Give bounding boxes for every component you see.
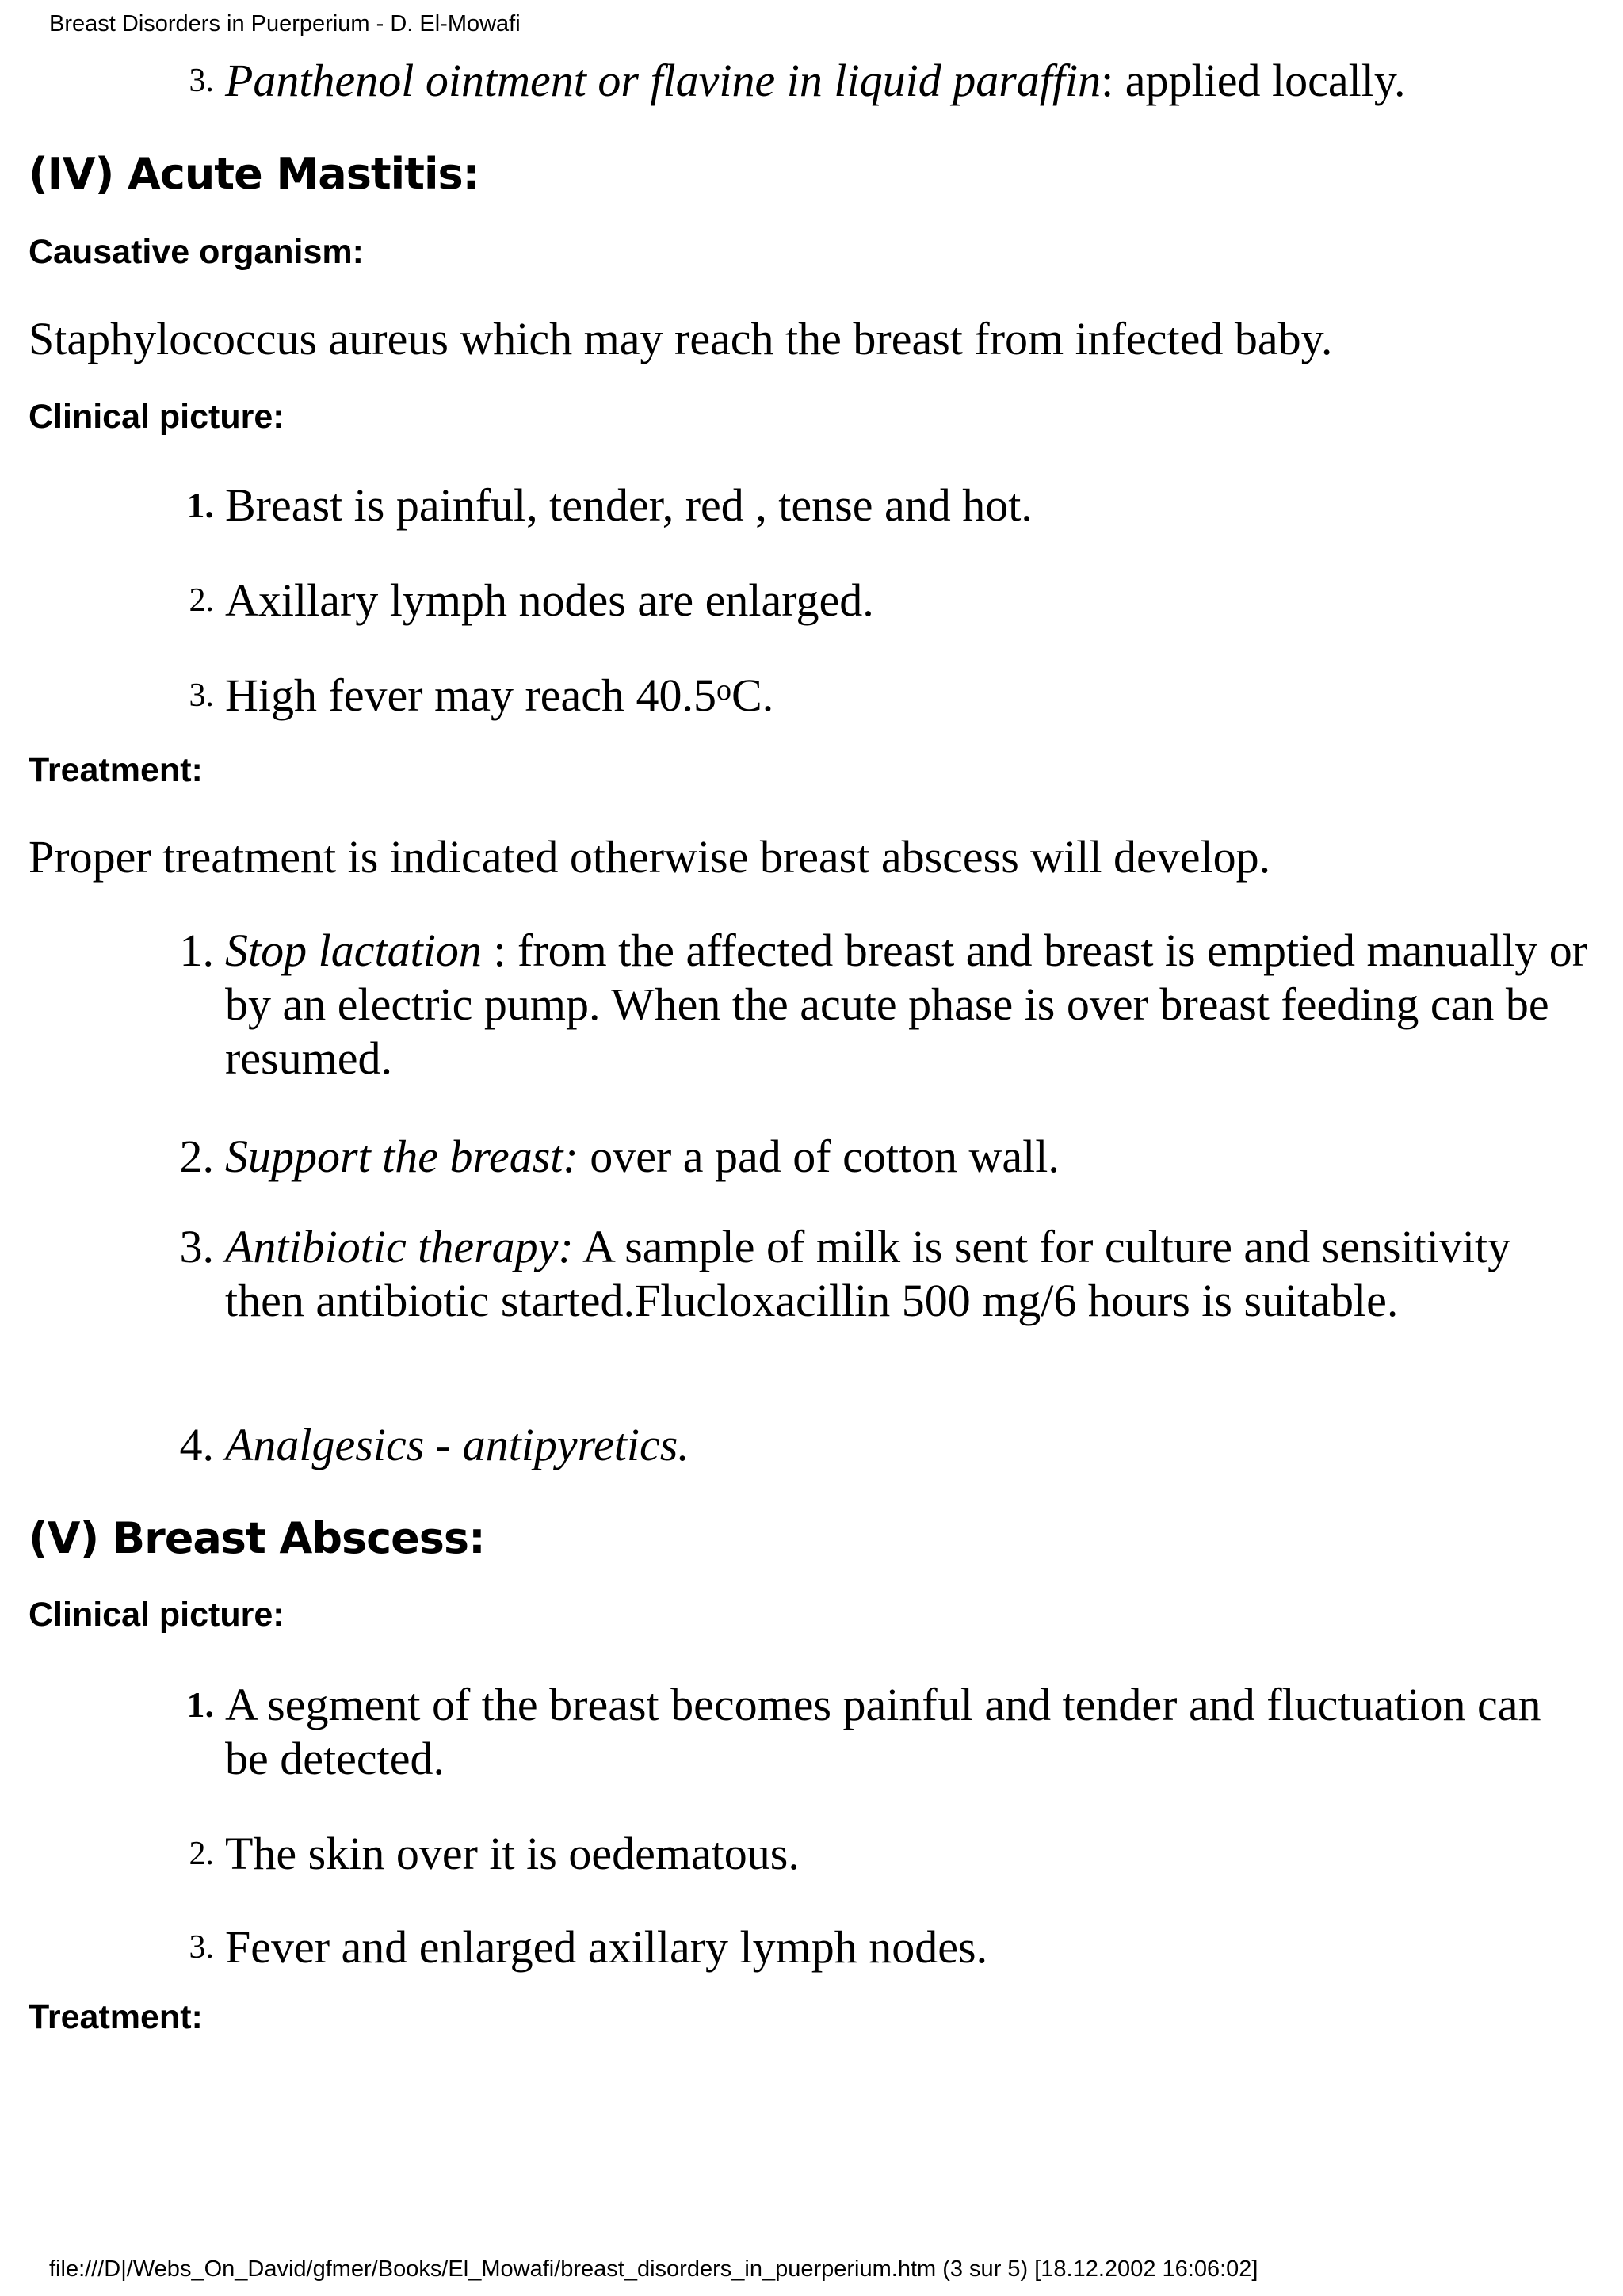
list-item-text: A sample of milk is sent for culture and sensitivity then antibiotic started.Flucloxacillin 500 mg/6 hours is suitable. bbox=[225, 1221, 1511, 1326]
list-number: 2. bbox=[179, 1131, 214, 1182]
list-item-text: A segment of the breast becomes painful and tender and fluctuation can be detected. bbox=[225, 1679, 1541, 1784]
subheading-treatment: Treatment: bbox=[29, 751, 203, 789]
list-item-text: over a pad of cotton wall. bbox=[578, 1131, 1060, 1182]
list-item-text: Fever and enlarged axillary lymph nodes. bbox=[225, 1921, 988, 1973]
section-heading-acute-mastitis: (IV) Acute Mastitis: bbox=[29, 149, 479, 199]
list-item bbox=[189, 669, 1588, 723]
section-heading-breast-abscess: (V) Breast Abscess: bbox=[29, 1513, 485, 1563]
paragraph-treatment-intro: Proper treatment is indicated otherwise breast abscess will develop. bbox=[29, 831, 1271, 883]
list-number: 3. bbox=[189, 1929, 214, 1966]
degree-superscript: o bbox=[716, 673, 732, 707]
list-number: 1. bbox=[179, 925, 214, 976]
list-number: 2. bbox=[189, 1836, 214, 1872]
list-item bbox=[179, 1418, 1588, 1472]
list-item-text: Breast is painful, tender, red , tense and hot. bbox=[225, 479, 1033, 531]
list-item-text: Axillary lymph nodes are enlarged. bbox=[225, 574, 874, 626]
list-number: 3. bbox=[189, 677, 214, 714]
list-number: 4. bbox=[179, 1419, 214, 1470]
list-item-emphasis: Support the breast: bbox=[225, 1131, 579, 1182]
subheading-clinical-picture: Clinical picture: bbox=[29, 398, 285, 436]
list-item bbox=[186, 1678, 1588, 1786]
running-header: Breast Disorders in Puerperium - D. El-Mowafi bbox=[49, 11, 521, 36]
list-item-text: : applied locally. bbox=[1101, 55, 1406, 106]
list-item-emphasis: Panthenol ointment or flavine in liquid paraffin bbox=[225, 55, 1102, 106]
list-number: 1. bbox=[186, 1684, 214, 1725]
list-item bbox=[189, 1920, 1588, 1974]
list-item bbox=[179, 1130, 1588, 1184]
list-item bbox=[189, 1827, 1588, 1881]
list-item-text: High fever may reach 40.5 bbox=[225, 669, 717, 721]
list-number: 2. bbox=[189, 582, 214, 619]
list-item bbox=[189, 54, 1588, 108]
paragraph-causative-organism: Staphylococcus aureus which may reach the breast from infected baby. bbox=[29, 313, 1333, 364]
list-number: 1. bbox=[186, 485, 214, 525]
list-number: 3. bbox=[189, 63, 214, 99]
subheading-clinical-picture: Clinical picture: bbox=[29, 1596, 285, 1634]
list-item bbox=[179, 1220, 1588, 1328]
list-item-emphasis: Stop lactation bbox=[225, 925, 482, 976]
list-item bbox=[179, 924, 1588, 1085]
subheading-causative-organism: Causative organism: bbox=[29, 233, 364, 271]
list-item-emphasis: Antibiotic therapy: bbox=[225, 1221, 574, 1272]
list-item bbox=[186, 479, 1588, 532]
list-item-text: The skin over it is oedematous. bbox=[225, 1828, 800, 1879]
list-item-text: C. bbox=[731, 669, 774, 721]
running-footer: file:///D|/Webs_On_David/gfmer/Books/El_Mowafi/breast_disorders_in_puerperium.htm (3 sur 5) [18.12.2002 16:06:02] bbox=[49, 2256, 1258, 2282]
list-number: 3. bbox=[179, 1221, 214, 1272]
list-item-emphasis: Analgesics - antipyretics. bbox=[225, 1419, 689, 1470]
list-item bbox=[189, 574, 1588, 627]
list-item-text: : from the affected breast and breast is emptied manually or by an electric pump. When the acute phase is over breast feeding can be resumed. bbox=[225, 925, 1588, 1084]
subheading-treatment: Treatment: bbox=[29, 1998, 203, 2036]
